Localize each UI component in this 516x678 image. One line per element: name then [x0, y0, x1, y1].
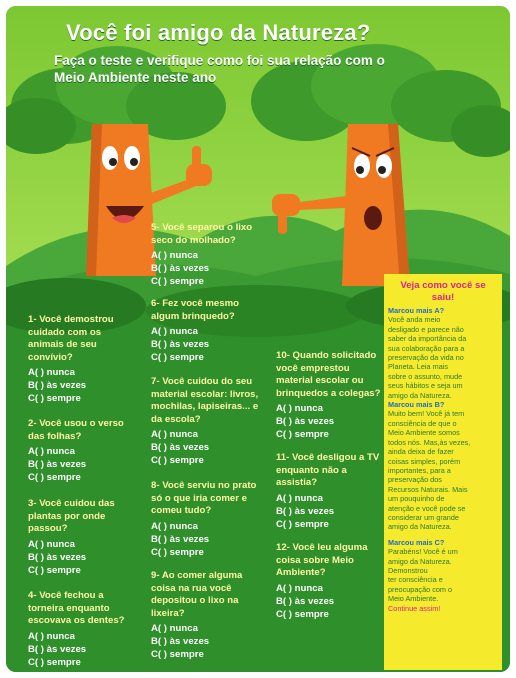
question-1	[28, 314, 144, 405]
result-a-line: desligado e parece não	[388, 324, 464, 334]
option-a[interactable]: A( ) nunca	[276, 582, 323, 594]
question-8	[151, 480, 275, 559]
result-c-line: Meio Ambiente.	[388, 594, 439, 604]
question-line: só o que iria comer e	[151, 492, 247, 504]
question-text	[276, 350, 382, 400]
question-line: 4- Você fechou a	[28, 590, 104, 601]
result-a-line: seus hábitos e seja um	[388, 381, 463, 391]
option-c[interactable]: C( ) sempre	[151, 455, 204, 467]
option-b[interactable]: B( ) às vezes	[276, 416, 335, 428]
result-b-line: considerar um grande	[388, 512, 459, 522]
option-a[interactable]: A( ) nunca	[28, 367, 75, 379]
result-c-heading: Marcou mais C?	[388, 537, 445, 547]
question-line: Ambiente?	[276, 567, 326, 579]
result-a-line: saber da importância da	[388, 334, 467, 344]
question-text	[28, 314, 144, 364]
question-line: 9- Ao comer alguma	[151, 570, 243, 581]
question-line: da escola?	[151, 413, 201, 425]
result-b-line: amigo da Natureza.	[388, 522, 452, 532]
question-line: animais de seu	[28, 339, 97, 351]
option-b[interactable]: B( ) às vezes	[28, 380, 87, 392]
option-b[interactable]: B( ) às vezes	[151, 263, 210, 275]
option-b[interactable]: B( ) às vezes	[276, 505, 335, 517]
option-a[interactable]: A( ) nunca	[151, 326, 198, 338]
question-line: escovava os dentes?	[28, 615, 125, 627]
question-12	[276, 542, 382, 621]
result-b-line: coisas simples, porém	[388, 456, 461, 466]
result-c-line: amigo da Natureza.	[388, 556, 452, 566]
result-b-line: atenção e você pode se	[388, 503, 466, 513]
subtitle-line: Faça o teste e verifique como foi sua relação com o	[54, 53, 385, 68]
result-a-line: Você anda meio	[388, 315, 441, 325]
poster-sheet	[6, 6, 510, 672]
question-7	[151, 376, 275, 467]
option-a[interactable]: A( ) nunca	[28, 446, 75, 458]
question-text	[28, 418, 144, 443]
question-4	[28, 590, 148, 669]
question-line: 3- Você cuidou das	[28, 498, 115, 509]
question-line: plantas por onde	[28, 510, 106, 522]
question-line: 10- Quando solicitado	[276, 350, 377, 361]
question-line: material escolar ou	[276, 375, 364, 387]
page-title: Você foi amigo da Natureza?	[66, 20, 371, 45]
question-5	[151, 222, 271, 288]
result-c-line: ter consciência e	[388, 575, 443, 585]
option-c[interactable]: C( ) sempre	[28, 393, 81, 405]
option-b[interactable]: B( ) às vezes	[28, 643, 87, 655]
option-b[interactable]: B( ) às vezes	[151, 339, 210, 351]
option-a[interactable]: A( ) nunca	[28, 538, 75, 550]
question-6	[151, 298, 271, 364]
option-a[interactable]: A( ) nunca	[276, 403, 323, 415]
question-text	[28, 590, 148, 628]
option-b[interactable]: B( ) às vezes	[276, 595, 335, 607]
question-line: 12- Você leu alguma	[276, 542, 368, 553]
option-b[interactable]: B( ) às vezes	[151, 636, 210, 648]
option-a[interactable]: A( ) nunca	[276, 492, 323, 504]
result-a-heading: Marcou mais A?	[388, 306, 445, 315]
question-3	[28, 498, 144, 577]
question-line: material escolar: livros,	[151, 388, 259, 400]
question-line: lixeira?	[151, 607, 185, 619]
question-text	[276, 452, 382, 490]
subtitle-line: Meio Ambiente neste ano	[54, 70, 217, 85]
option-c[interactable]: C( ) sempre	[28, 472, 81, 484]
option-b[interactable]: B( ) às vezes	[151, 533, 210, 545]
result-b-line: consciência de que o	[388, 418, 457, 428]
option-b[interactable]: B( ) às vezes	[151, 442, 210, 454]
question-line: enquanto não a	[276, 464, 347, 476]
option-c[interactable]: C( ) sempre	[276, 518, 329, 530]
result-c-line: preocupação com o	[388, 584, 453, 594]
question-line: das folhas?	[28, 430, 82, 442]
result-b-heading: Marcou mais B?	[388, 400, 445, 410]
closing-text: Continue assim!	[388, 603, 441, 613]
result-a-line: preservação da vida no	[388, 353, 464, 363]
question-line: convívio?	[28, 351, 73, 363]
question-11	[276, 452, 382, 531]
question-text	[151, 222, 271, 247]
result-a-line: amigo da Natureza.	[388, 390, 452, 400]
question-line: 1- Você demostrou	[28, 314, 114, 325]
question-line: coisa na rua você	[151, 582, 232, 594]
option-c[interactable]: C( ) sempre	[276, 429, 329, 441]
result-b-line: preservação dos	[388, 475, 442, 485]
question-line: brinquedos a colegas?	[276, 387, 381, 399]
option-b[interactable]: B( ) às vezes	[28, 551, 87, 563]
option-a[interactable]: A( ) nunca	[151, 429, 198, 441]
question-text	[151, 480, 275, 518]
result-a-line: Planeta. Leia mais	[388, 362, 449, 372]
question-line: seco do molhado?	[151, 234, 236, 246]
question-line: assistia?	[276, 477, 318, 489]
question-9	[151, 570, 271, 661]
option-a[interactable]: A( ) nunca	[151, 250, 198, 262]
question-line: comeu tudo?	[151, 505, 212, 517]
question-line: torneira enquanto	[28, 602, 110, 614]
question-line: 11- Você desligou a TV	[276, 452, 380, 463]
question-line: algum brinquedo?	[151, 310, 235, 322]
result-c-line: Parabéns! Você é um	[388, 547, 458, 557]
result-b-line: importantes, para a	[388, 465, 451, 475]
question-2	[28, 418, 144, 484]
question-line: 2- Você usou o verso	[28, 418, 124, 429]
question-text	[151, 298, 271, 323]
result-b-line: um pouquinho de	[388, 494, 445, 504]
result-a-line: sua colaboração para a	[388, 343, 465, 353]
question-line: coisa sobre Meio	[276, 554, 354, 566]
option-a[interactable]: A( ) nunca	[28, 630, 75, 642]
question-10	[276, 350, 382, 441]
question-line: 5- Você separou o lixo	[151, 222, 253, 233]
option-c[interactable]: C( ) sempre	[28, 656, 81, 668]
result-b-line: Meio Ambiente somos	[388, 428, 460, 438]
question-line: cuidado com os	[28, 326, 102, 338]
question-line: mochilas, lapiseiras... e	[151, 401, 259, 413]
result-b-line: todos nós. Mas,às vezes,	[388, 437, 471, 447]
question-text	[151, 376, 275, 426]
question-line: 8- Você serviu no prato	[151, 480, 257, 491]
results-title	[388, 280, 498, 304]
result-a-line: sobre o assunto, mude	[388, 371, 463, 381]
option-c[interactable]: C( ) sempre	[151, 546, 204, 558]
results-body	[388, 306, 500, 613]
question-line: 6- Fez você mesmo	[151, 298, 239, 309]
question-text	[28, 498, 144, 536]
option-c[interactable]: C( ) sempre	[151, 649, 204, 661]
option-c[interactable]: C( ) sempre	[151, 352, 204, 364]
question-line: você emprestou	[276, 362, 350, 374]
option-a[interactable]: A( ) nunca	[151, 623, 198, 635]
option-c[interactable]: C( ) sempre	[151, 276, 204, 288]
question-line: 7- Você cuidou do seu	[151, 376, 253, 387]
question-line: depositou o lixo na	[151, 595, 239, 607]
page-subtitle	[54, 52, 474, 86]
result-b-line: Recursos Naturais. Mais	[388, 484, 468, 494]
option-b[interactable]: B( ) às vezes	[28, 459, 87, 471]
question-text	[276, 542, 382, 580]
result-b-line: ainda deixa de fazer	[388, 447, 454, 457]
question-text	[151, 570, 271, 620]
option-a[interactable]: A( ) nunca	[151, 520, 198, 532]
option-c[interactable]: C( ) sempre	[276, 608, 329, 620]
question-line: passou?	[28, 523, 68, 535]
results-title-line: saiu!	[431, 292, 455, 303]
result-b-line: Muito bem! Você já tem	[388, 409, 465, 419]
results-title-line: Veja como você se	[400, 280, 486, 291]
result-c-line: Demonstrou	[388, 565, 428, 575]
option-c[interactable]: C( ) sempre	[28, 564, 81, 576]
results-panel	[384, 274, 502, 670]
